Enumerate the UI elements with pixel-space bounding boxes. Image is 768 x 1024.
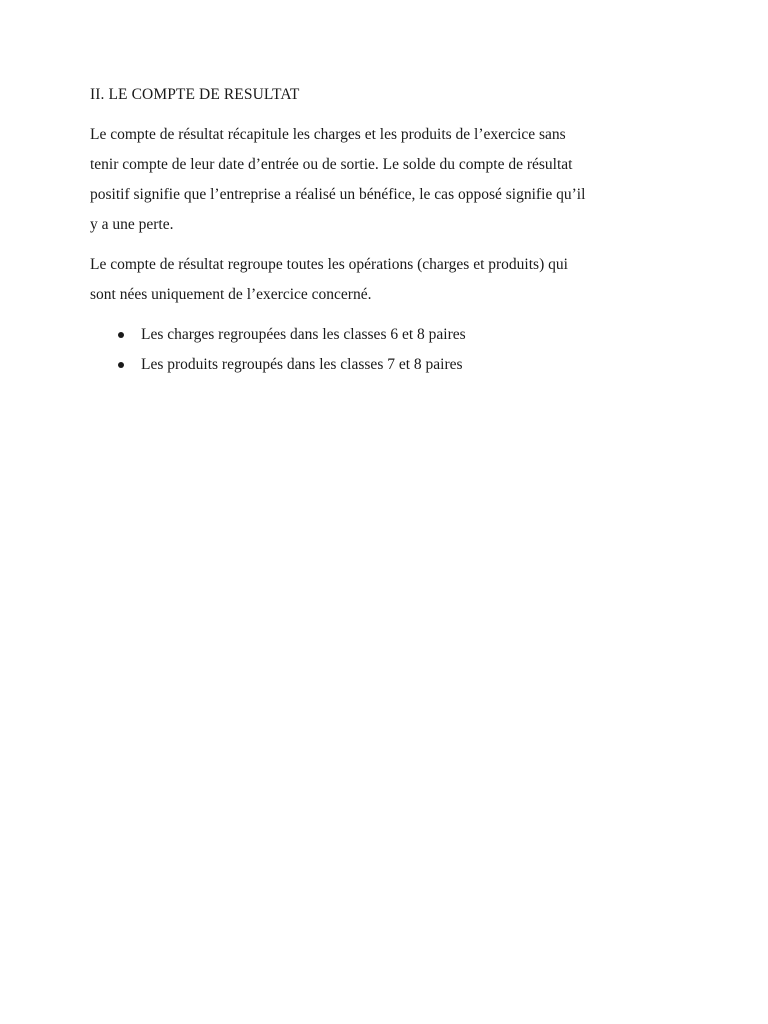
paragraph-scope [90,250,682,310]
paragraph-line: y a une perte. [90,216,174,233]
paragraph-line: positif signifie que l’entreprise a réalisé un bénéfice, le cas opposé signifie qu’il [90,186,586,203]
section-heading: II. LE COMPTE DE RESULTAT [90,86,300,103]
paragraph-line: Le compte de résultat regroupe toutes les opérations (charges et produits) qui [90,256,568,273]
list-item [118,350,682,380]
paragraph-line: tenir compte de leur date d’entrée ou de sortie. Le solde du compte de résultat [90,156,573,173]
list-item-text: Les produits regroupés dans les classes 7 et 8 paires [141,356,463,373]
list-item [118,320,682,350]
bullet-icon [118,332,124,338]
paragraph-definition [90,120,682,240]
paragraph-line: Le compte de résultat récapitule les charges et les produits de l’exercice sans [90,126,566,143]
bullet-list [90,320,682,380]
list-item-text: Les charges regroupées dans les classes 6 et 8 paires [141,326,466,343]
paragraph-line: sont nées uniquement de l’exercice concerné. [90,286,372,303]
document-content [90,84,682,380]
bullet-icon [118,362,124,368]
